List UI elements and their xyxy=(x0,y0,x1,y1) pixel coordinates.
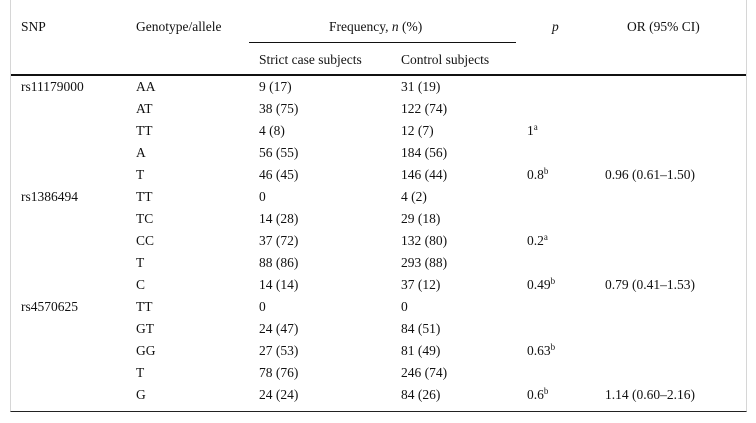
cell-strict-case: 14 (14) xyxy=(259,277,299,292)
cell-control: 246 (74) xyxy=(401,365,448,380)
cell-control: 184 (56) xyxy=(401,145,448,160)
p-footnote-marker: b xyxy=(550,342,556,352)
p-value: 0.6 xyxy=(527,387,544,402)
cell-genotype: A xyxy=(136,145,146,160)
cell-strict-case: 88 (86) xyxy=(259,255,299,270)
cell-genotype: TT xyxy=(136,189,153,204)
cell-strict-case: 24 (24) xyxy=(259,387,299,402)
cell-control: 146 (44) xyxy=(401,167,448,182)
cell-genotype: TC xyxy=(136,211,154,226)
cell-strict-case: 27 (53) xyxy=(259,343,299,358)
cell-control: 12 (7) xyxy=(401,123,434,138)
cell-or: 0.96 (0.61–1.50) xyxy=(605,167,695,182)
cell-strict-case: 4 (8) xyxy=(259,123,285,138)
cell-strict-case: 24 (47) xyxy=(259,321,299,336)
data-table xyxy=(10,0,747,412)
cell-control: 81 (49) xyxy=(401,343,441,358)
cell-genotype: G xyxy=(136,387,146,402)
cell-control: 29 (18) xyxy=(401,211,441,226)
cell-strict-case: 9 (17) xyxy=(259,79,292,94)
header-strict-case: Strict case subjects xyxy=(259,52,362,67)
cell-or: 1.14 (0.60–2.16) xyxy=(605,387,695,402)
cell-p xyxy=(527,277,555,293)
cell-strict-case: 38 (75) xyxy=(259,101,299,116)
cell-genotype: AA xyxy=(136,79,156,94)
header-frequency-n: n xyxy=(391,19,399,34)
cell-control: 293 (88) xyxy=(401,255,448,270)
cell-strict-case: 56 (55) xyxy=(259,145,299,160)
cell-strict-case: 46 (45) xyxy=(259,167,299,182)
header-or: OR (95% CI) xyxy=(627,19,700,34)
cell-genotype: TT xyxy=(136,299,153,314)
cell-control: 4 (2) xyxy=(401,189,427,204)
cell-p xyxy=(527,123,538,139)
cell-control: 132 (80) xyxy=(401,233,448,248)
cell-control: 31 (19) xyxy=(401,79,441,94)
header-snp: SNP xyxy=(21,19,46,34)
cell-strict-case: 78 (76) xyxy=(259,365,299,380)
cell-control: 0 xyxy=(401,299,408,314)
header-genotype-allele: Genotype/allele xyxy=(136,19,222,34)
cell-or: 0.79 (0.41–1.53) xyxy=(605,277,695,292)
cell-snp: rs4570625 xyxy=(21,299,78,314)
cell-control: 122 (74) xyxy=(401,101,448,116)
header-frequency xyxy=(329,19,422,35)
cell-snp: rs1386494 xyxy=(21,189,78,204)
cell-genotype: TT xyxy=(136,123,153,138)
p-footnote-marker: a xyxy=(533,122,538,132)
cell-genotype: AT xyxy=(136,101,153,116)
cell-strict-case: 37 (72) xyxy=(259,233,299,248)
header-frequency-prefix: Frequency, xyxy=(329,19,392,34)
cell-genotype: C xyxy=(136,277,146,292)
cell-strict-case: 0 xyxy=(259,299,266,314)
p-value: 0.8 xyxy=(527,167,544,182)
cell-genotype: GG xyxy=(136,343,156,358)
cell-genotype: GT xyxy=(136,321,154,336)
cell-snp: rs11179000 xyxy=(21,79,84,94)
frequency-underline xyxy=(249,42,516,43)
p-value: 1 xyxy=(527,123,534,138)
cell-p xyxy=(527,343,555,359)
cell-strict-case: 14 (28) xyxy=(259,211,299,226)
p-value: 0.2 xyxy=(527,233,544,248)
cell-control: 84 (26) xyxy=(401,387,441,402)
cell-genotype: CC xyxy=(136,233,155,248)
cell-p xyxy=(527,387,548,403)
p-value: 0.63 xyxy=(527,343,551,358)
cell-control: 37 (12) xyxy=(401,277,441,292)
header-frequency-suffix: (%) xyxy=(398,19,423,34)
cell-p xyxy=(527,233,548,249)
cell-p xyxy=(527,167,548,183)
p-footnote-marker: b xyxy=(550,276,556,286)
header-p: p xyxy=(552,19,559,34)
p-footnote-marker: b xyxy=(543,166,549,176)
cell-genotype: T xyxy=(136,167,145,182)
header-rule xyxy=(11,74,746,76)
p-footnote-marker: a xyxy=(543,232,548,242)
cell-strict-case: 0 xyxy=(259,189,266,204)
p-value: 0.49 xyxy=(527,277,551,292)
cell-genotype: T xyxy=(136,255,145,270)
p-footnote-marker: b xyxy=(543,386,549,396)
cell-control: 84 (51) xyxy=(401,321,441,336)
cell-genotype: T xyxy=(136,365,145,380)
header-control: Control subjects xyxy=(401,52,490,67)
